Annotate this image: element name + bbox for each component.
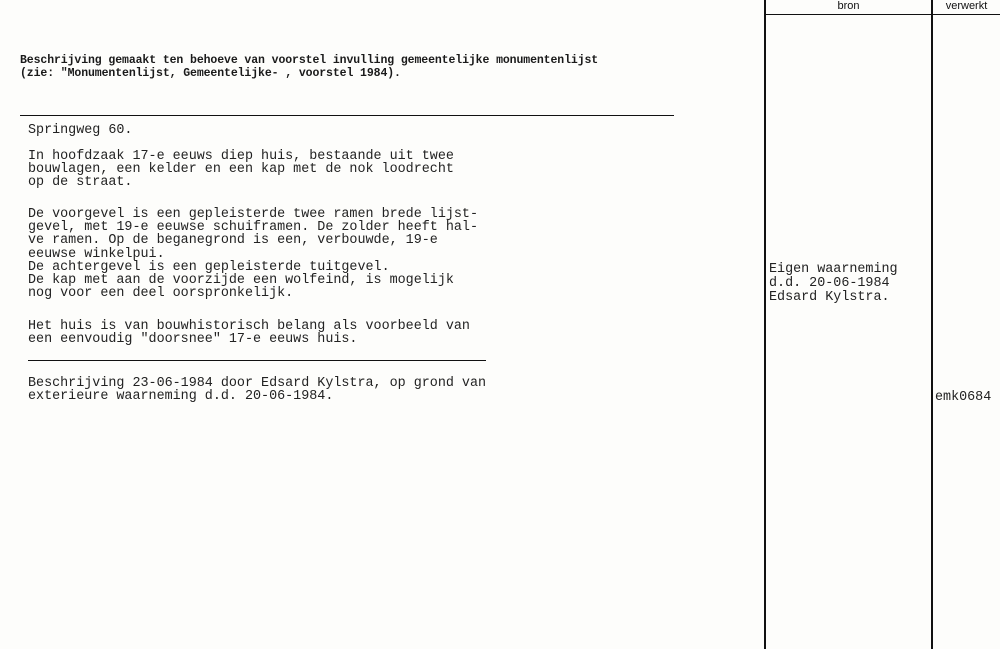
bron-entry: Eigen waarneming d.d. 20-06-1984 Edsard Kylstra.	[769, 262, 898, 305]
paragraph-2: De voorgevel is een gepleisterde twee ramen brede lijst- gevel, met 19-e eeuwse schuiframen. De zolder heeft hal- ve ramen. Op de beganegrond is een, verbouwde, 19-e eeuwse winkelpui. De achtergevel is een gepleisterde tuitgevel. De kap met aan de voorzijde een wolfeind, is mogelijk nog voor een deel oorspronkelijk.	[28, 207, 478, 302]
header-line-1: Beschrijving gemaakt ten behoeve van voorstel invulling gemeentelijke monumentenlijst	[20, 54, 599, 67]
footer-rule	[28, 360, 486, 361]
column-divider-verwerkt	[931, 0, 933, 649]
footer-note: Beschrijving 23-06-1984 door Edsard Kylstra, op grond van exterieure waarneming d.d. 20-06-1984.	[28, 376, 487, 405]
header-line-2: (zie: "Monumentenlijst, Gemeentelijke- , voorstel 1984).	[20, 67, 401, 80]
paragraph-1: In hoofdzaak 17-e eeuws diep huis, bestaande uit twee bouwlagen, een kelder en een kap met de nok loodrecht op de straat.	[28, 149, 454, 191]
column-divider-bron	[764, 0, 766, 649]
header-rule	[20, 115, 674, 116]
paragraph-3: Het huis is van bouwhistorisch belang als voorbeeld van een eenvoudig "doorsnee" 17-e eeuws huis.	[28, 319, 470, 348]
card-header	[20, 54, 720, 80]
column-header-rule	[764, 14, 1000, 15]
verwerkt-entry: emk0684	[935, 390, 992, 405]
column-header-bron: bron	[837, 0, 860, 12]
column-header-verwerkt: verwerkt	[945, 0, 988, 12]
address: Springweg 60.	[28, 123, 133, 138]
